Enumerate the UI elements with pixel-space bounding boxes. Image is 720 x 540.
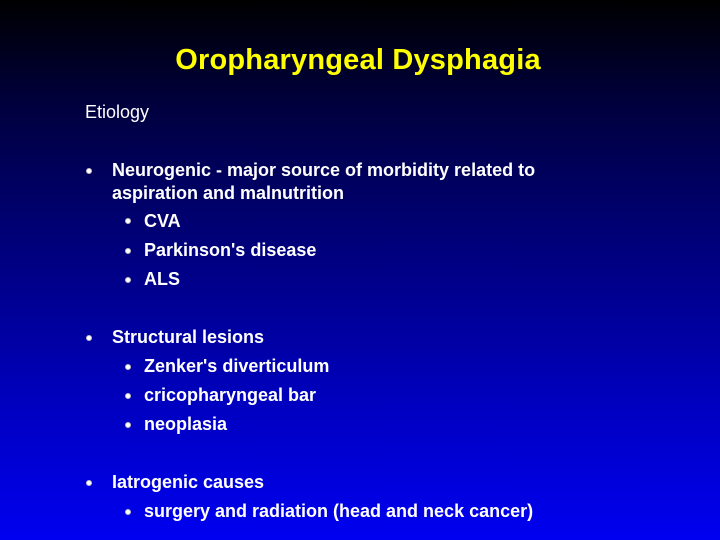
bullet-icon <box>125 422 131 428</box>
group-heading-iatrogenic: Iatrogenic causes <box>112 472 265 492</box>
bullet-icon <box>125 364 131 370</box>
subitem-cricopharyngeal: cricopharyngeal bar <box>144 385 317 405</box>
slide-subtitle: Etiology <box>85 102 150 122</box>
bullet-icon <box>125 509 131 515</box>
bullet-icon <box>86 168 92 174</box>
group-heading-neurogenic-cont: aspiration and malnutrition <box>112 183 345 203</box>
subitem-cva: CVA <box>144 211 181 231</box>
subitem-als: ALS <box>144 269 180 289</box>
bullet-icon <box>86 335 92 341</box>
group-heading-structural: Structural lesions <box>112 327 265 347</box>
bullet-icon <box>125 218 131 224</box>
subitem-surgery-radiation: surgery and radiation (head and neck cancer) <box>144 501 534 521</box>
group-heading-neurogenic: Neurogenic - major source of morbidity related to <box>112 160 536 180</box>
bullet-icon <box>86 480 92 486</box>
bullet-icon <box>125 393 131 399</box>
bullet-icon <box>125 277 131 283</box>
bullet-icon <box>125 248 131 254</box>
slide-title: Oropharyngeal Dysphagia <box>175 44 541 76</box>
subitem-neoplasia: neoplasia <box>144 414 228 434</box>
subitem-parkinsons: Parkinson's disease <box>144 240 317 260</box>
subitem-zenkers: Zenker's diverticulum <box>144 356 330 376</box>
